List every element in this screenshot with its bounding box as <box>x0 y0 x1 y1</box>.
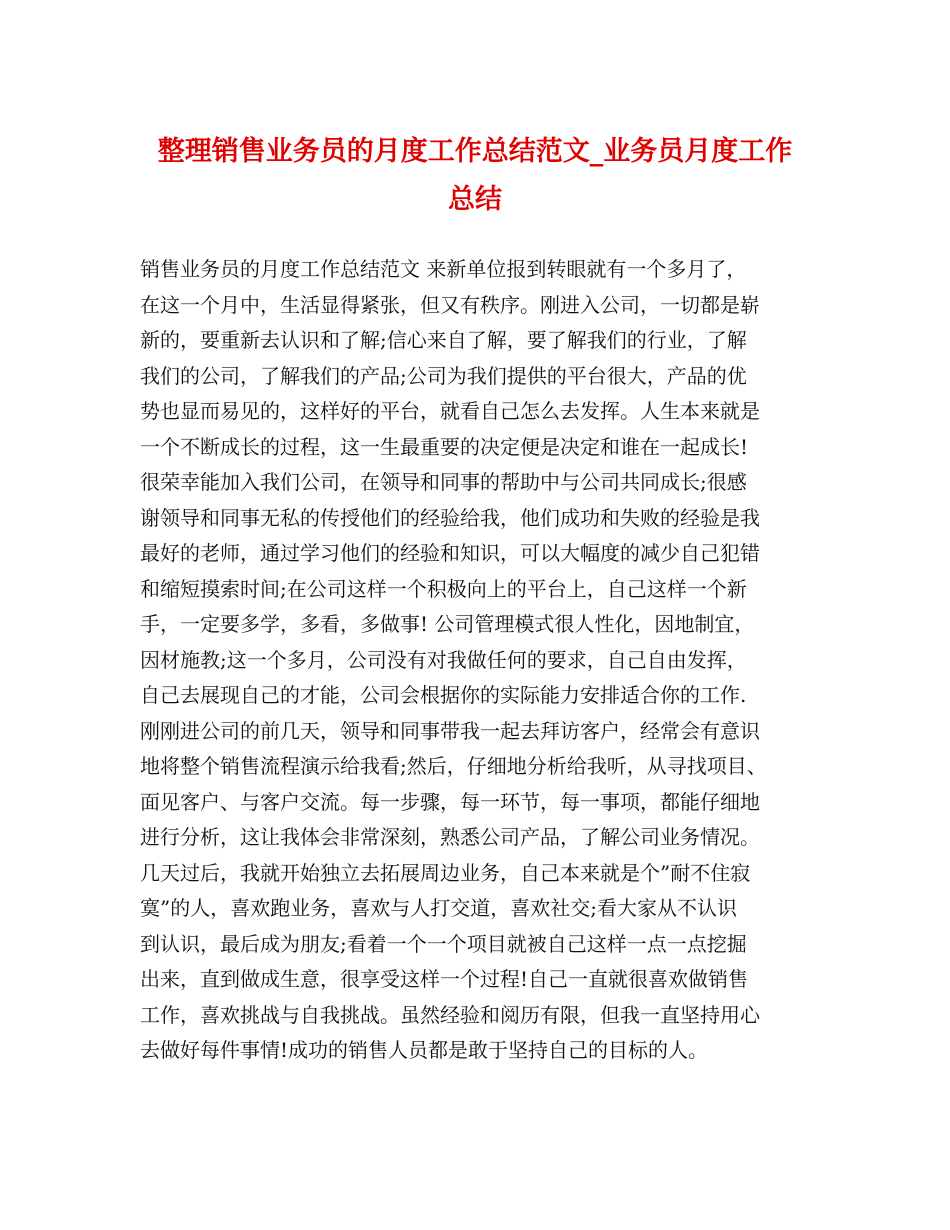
body-text-line: 到认识，最后成为朋友;看着一个一个项目就被自己这样一点一点挖掘 <box>140 931 747 956</box>
body-text-line: 和缩短摸索时间;在公司这样一个积极向上的平台上，自己这样一个新 <box>140 576 747 601</box>
body-text-line: 自己去展现自己的才能，公司会根据你的实际能力安排适合你的工作. <box>140 683 747 707</box>
body-text-line: 很荣幸能加入我们公司，在领导和同事的帮助中与公司共同成长;很感 <box>140 470 747 494</box>
body-text-line: 进行分析，这让我体会非常深刻，熟悉公司产品，了解公司业务情况。 <box>140 825 760 849</box>
body-text-line: 在这一个月中，生活显得紧张，但又有秩序。刚进入公司，一切都是崭 <box>140 292 760 317</box>
body-text-line: 出来，直到做成生意，很享受这样一个过程!自己一直就很喜欢做销售 <box>140 967 749 991</box>
document-title <box>80 128 870 224</box>
body-text-line: 面见客户、与客户交流。每一步骤，每一环节，每一事项，都能仔细地 <box>140 789 760 814</box>
document-title-line: 总结 <box>448 184 502 215</box>
body-text-line: 几天过后，我就开始独立去拓展周边业务，自己本来就是个”耐不住寂 <box>140 860 751 885</box>
document-title-line: 整理销售业务员的月度工作总结范文_业务员月度工作 <box>157 136 793 167</box>
body-text-line: 新的，要重新去认识和了解;信心来自了解，要了解我们的行业，了解 <box>140 328 747 352</box>
body-text-line: 刚刚进公司的前几天，领导和同事带我一起去拜访客户，经常会有意识 <box>140 718 760 743</box>
body-text-line: 去做好每件事情!成功的销售人员都是敢于坚持自己的目标的人。 <box>140 1038 709 1062</box>
body-text-line: 手，一定要多学，多看，多做事! 公司管理模式很人性化，因地制宜， <box>140 612 755 636</box>
body-text-line: 势也显而易见的，这样好的平台，就看自己怎么去发挥。人生本来就是 <box>140 399 760 423</box>
body-text-line: 一个不断成长的过程，这一生最重要的决定便是决定和谁在一起成长! <box>140 434 749 459</box>
body-text-line: 地将整个销售流程演示给我看;然后，仔细地分析给我听，从寻找项目、 <box>140 754 767 778</box>
body-text-line: 寞”的人，喜欢跑业务，喜欢与人打交道，喜欢社交;看大家从不认识 <box>140 896 737 920</box>
body-text-line: 销售业务员的月度工作总结范文 来新单位报到转眼就有一个多月了， <box>140 257 747 281</box>
body-text-line: 谢领导和同事无私的传授他们的经验给我，他们成功和失败的经验是我 <box>140 505 760 530</box>
body-text-line: 工作，喜欢挑战与自我挑战。虽然经验和阅历有限，但我一直坚持用心 <box>140 1002 760 1027</box>
body-text-line: 我们的公司，了解我们的产品;公司为我们提供的平台很大，产品的优 <box>140 363 747 388</box>
body-text-line: 因材施教;这一个多月，公司没有对我做任何的要求，自己自由发挥， <box>140 647 747 672</box>
document-body <box>140 252 830 1069</box>
body-text-line: 最好的老师，通过学习他们的经验和知识，可以大幅度的减少自己犯错 <box>140 541 760 565</box>
